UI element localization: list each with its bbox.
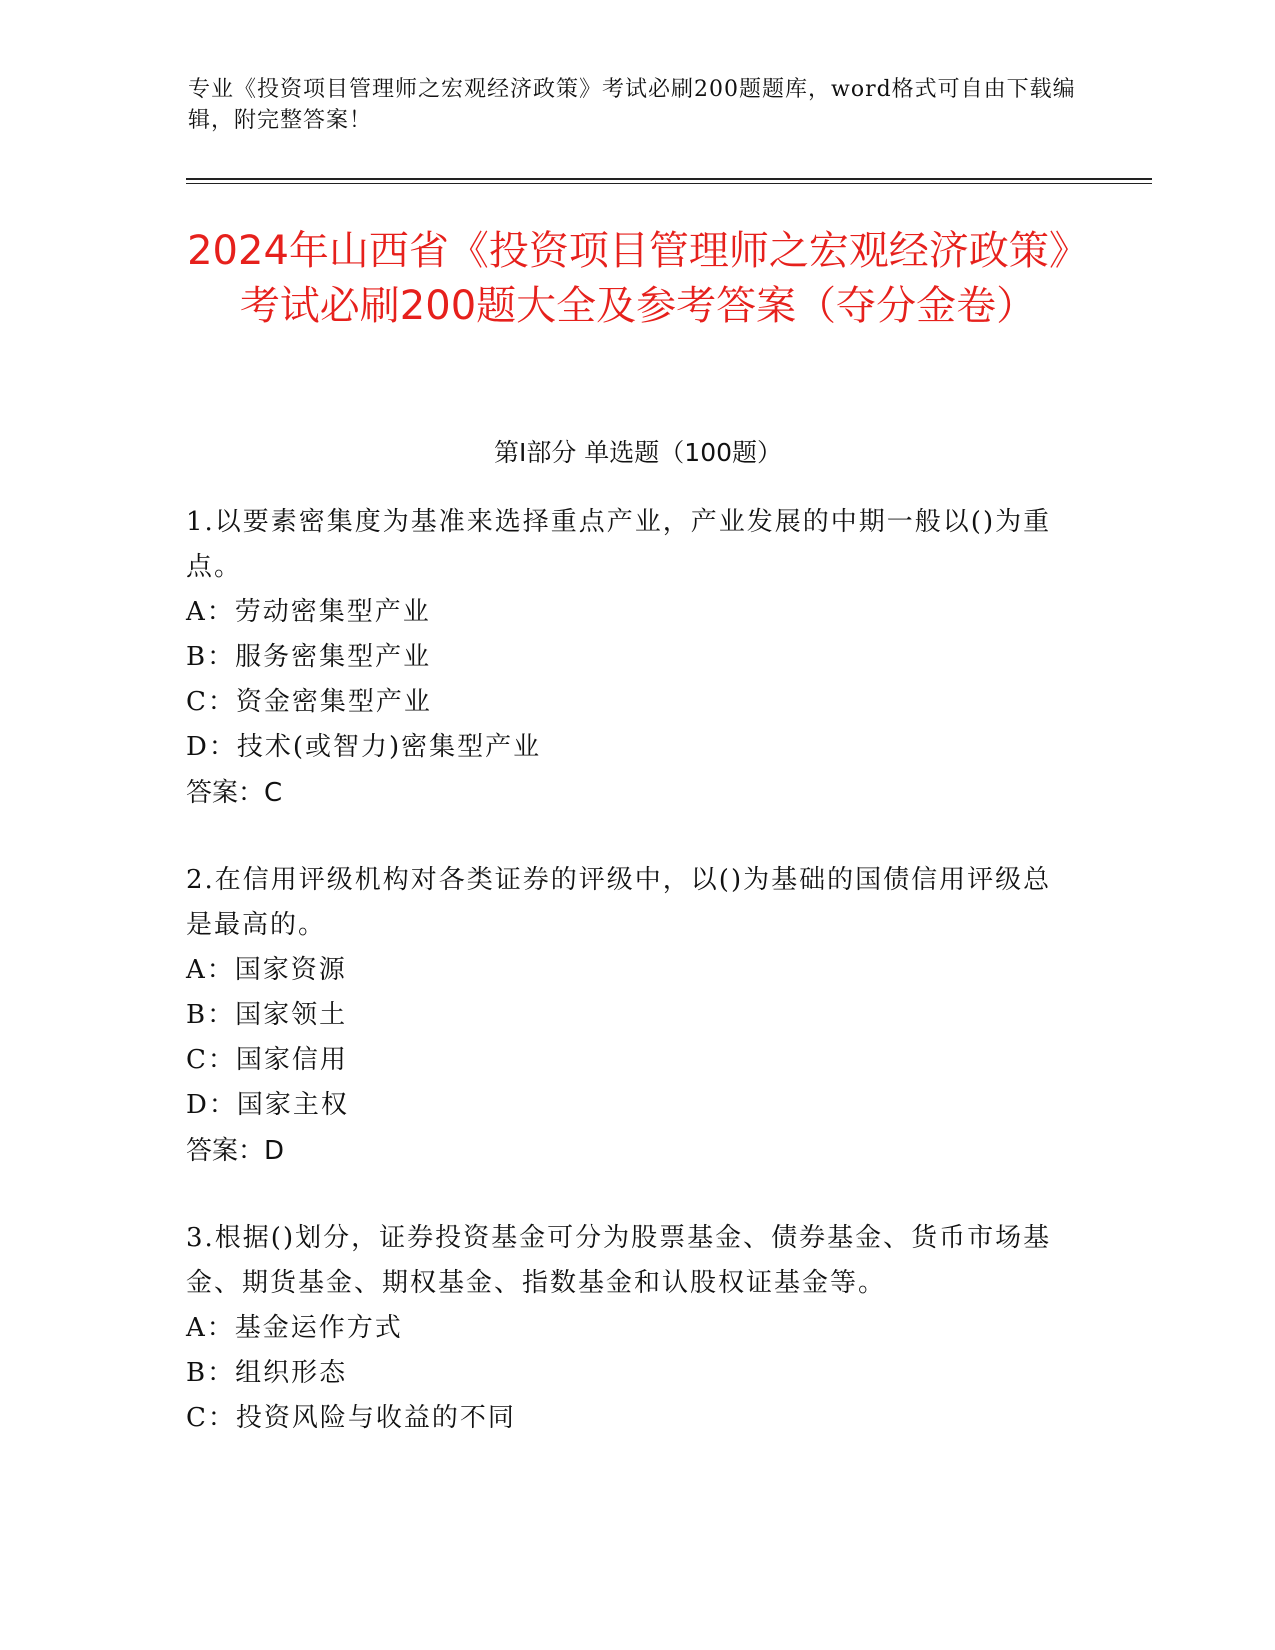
question-stem: 1.以要素密集度为基准来选择重点产业，产业发展的中期一般以()为重点。 (186, 507, 1052, 582)
option-c: C：国家信用 (186, 1045, 348, 1075)
option-b: B：服务密集型产业 (186, 642, 432, 672)
section-heading: 第Ⅰ部分 单选题（100题） (493, 438, 783, 467)
answer: 答案：D (186, 1136, 285, 1166)
header-divider-thick (186, 178, 1152, 180)
header-divider-thin (186, 183, 1152, 184)
option-a: A：劳动密集型产业 (186, 597, 431, 627)
question-2 (186, 858, 1066, 1174)
option-a: A：基金运作方式 (186, 1313, 403, 1343)
option-d: D：国家主权 (186, 1090, 349, 1120)
option-c: C：资金密集型产业 (186, 687, 432, 717)
question-3 (186, 1216, 1066, 1441)
answer: 答案：C (186, 778, 283, 808)
header-note: 专业《投资项目管理师之宏观经济政策》考试必刷200题题库，word格式可自由下载编辑，附完整答案！ (188, 77, 1076, 133)
document-title: 2024年山西省《投资项目管理师之宏观经济政策》考试必刷200题大全及参考答案（夺分金卷） (187, 228, 1089, 329)
question-1 (186, 500, 1066, 816)
option-b: B：组织形态 (186, 1358, 348, 1388)
option-d: D：技术(或智力)密集型产业 (186, 732, 542, 762)
question-stem: 3.根据()划分，证券投资基金可分为股票基金、债券基金、货币市场基金、期货基金、期权基金、指数基金和认股权证基金等。 (186, 1223, 1052, 1298)
question-stem: 2.在信用评级机构对各类证券的评级中，以()为基础的国债信用评级总是最高的。 (186, 865, 1052, 940)
option-a: A：国家资源 (186, 955, 347, 985)
option-c: C：投资风险与收益的不同 (186, 1403, 516, 1433)
option-b: B：国家领土 (186, 1000, 348, 1030)
